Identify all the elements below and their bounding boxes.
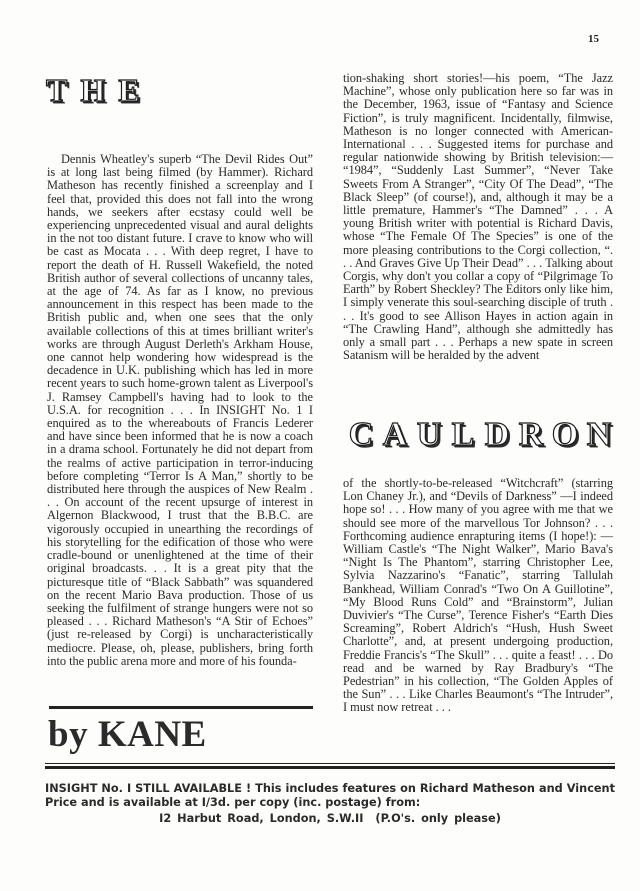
- byline: by KANE: [48, 714, 207, 755]
- headline-letter: L: [451, 416, 475, 453]
- headline-letter: A: [382, 416, 408, 453]
- notice-address: I2 Harbut Road, London, S.W.II: [159, 812, 364, 825]
- byline-top-rule: [49, 706, 313, 709]
- notice-payment-note: (P.O's. only please): [375, 812, 501, 825]
- right-column-text-top: tion-shaking short stories!—his poem, “The Jazz Machine”, whose only publication here so far was in the December, 1963, issue of “Fantasy and Science Fiction”, is truly magnificent. Incidentally, filmwise, Matheson is no longer connected with American-International . . . Suggested items for purchase and regular nationwide showing by British television:— “1984”, “Suddenly Last Summer”, “Never Take Sweets From A Stranger”, “City Of The Dead”, “The Black Sleep” (of course!), and, although it may be a little premature, Hammer's “The Damned” . . . A young British writer with potential is Richard Davis, whose “The Female Of The Species” is one of the more pleasing contributions to the Corgi collection, “. . . And Graves Give Up Their Dead” . . . Talking about Corgis, why don't you collar a copy of “Pilgrimage To Earth” by Robert Sheckley? The Editors only like him, I simply venerate this soul-searching disciple of truth . . . It's good to see Allison Hayes in action again in “The Crawling Hand”, although she admittedly has only a small part . . . Perhaps a new spate in screen Satanism will be heralded by the advent: [343, 71, 613, 363]
- headline-letter: E: [118, 72, 140, 108]
- headline-letter: N: [586, 416, 612, 453]
- right-column-text-bottom: of the shortly-to-be-released “Witchcraft” (starring Lon Chaney Jr.), and “Devils of Darkness” —I indeed hope so! . . . How many of you agree with me that we should see more of the marvellous Tor Johnson? . . . Forthcoming audience enrapturing items (I hope!): —William Castle's “The Night Walker”, Mario Bava's “Night Is The Phantom”, starring Christopher Lee, Sylvia Nazzarino's “Fanatic”, starring Tallulah Bankhead, William Conrad's “Two On A Guillotine”, “My Blood Runs Cold” and “Brainstorm”, Julian Duvivier's “The Curse”, Terence Fisher's “Earth Dies Screaming”, Robert Aldrich's “Hush, Hush Sweet Charlotte”, and, at present undergoing production, Freddie Francis's “The Skull” . . . quite a feast! . . . Do read and be warned by Ray Bradbury's “The Pedestrian” in his collection, “The Golden Apples of the Sun” . . . Like Charles Beaumont's “The Intruder”, I must now retreat . . .: [343, 476, 613, 715]
- footer-rule-thin: [45, 763, 615, 764]
- notice-address-line: [45, 812, 615, 826]
- page-number: 15: [588, 33, 599, 45]
- notice-text: INSIGHT No. I STILL AVAILABLE ! This includes features on Richard Matheson and Vincent Price and is available at I/3d. per copy (inc. postage) from:: [45, 782, 615, 809]
- headline-cauldron: [344, 416, 616, 454]
- footer-rule-thick: [45, 766, 615, 769]
- headline-letter: D: [484, 416, 510, 453]
- headline-letter: C: [348, 416, 374, 453]
- headline-letter: U: [416, 416, 442, 453]
- headline-the: [46, 72, 153, 109]
- headline-letter: R: [518, 416, 544, 453]
- headline-letter: T: [46, 72, 68, 108]
- availability-notice: [45, 782, 615, 826]
- left-column: [47, 153, 313, 668]
- headline-letter: O: [551, 416, 579, 453]
- right-column-top: [343, 72, 613, 362]
- left-column-text: Dennis Wheatley's superb “The Devil Rides Out” is at long last being filmed (by Hammer). Richard Matheson has recently finished a screenplay and I feel that, provided this does not fall into the wrong hands, we seekers after ecstasy could well be experiencing unprecedented visual and aural delights in the not too distant future. I crave to know who will be cast as Mocata . . . With deep regret, I have to report the death of H. Russell Wakefield, the noted British author of several collections of uncanny tales, at the age of 74. As far as I know, no previous announcement in this respect has been made to the British public and, when one sees that the only available collections of this at times brilliant writer's works are through August Derleth's Arkham House, one cannot help wondering how widespread is the decadence in U.K. publishing which has led in more recent years to such home-grown talent as Liverpool's J. Ramsey Campbell's having had to look to the U.S.A. for recognition . . . In INSIGHT No. 1 I enquired as to the whereabouts of Francis Lederer and have since been informed that he is now a coach in a drama school. Fortunately he did not depart from the realms of active participation in terror-inducing before completing “Terror Is A Man,” shortly to be distributed here through the auspices of New Realm . . . On account of the recent upsurge of interest in Algernon Blackwood, I trust that the B.B.C. are vigorously occupied in unearthing the recordings of his storytelling for the edification of those who were cradle-bound or unenlightened at the time of their original broadcasts. . . It is a great pity that the picturesque title of “Black Sabbath” was squandered on the recent Mario Bava production. Those of us seeking the fulfilment of strange hungers were not so pleased . . . Richard Matheson's “A Stir of Echoes” (just re-released by Corgi) is uncharacteristically mediocre. Please, oh, please, publishers, bring forth into the public arena more and more of his founda-: [47, 152, 313, 668]
- headline-letter: H: [80, 72, 106, 108]
- right-column-bottom: [343, 477, 613, 715]
